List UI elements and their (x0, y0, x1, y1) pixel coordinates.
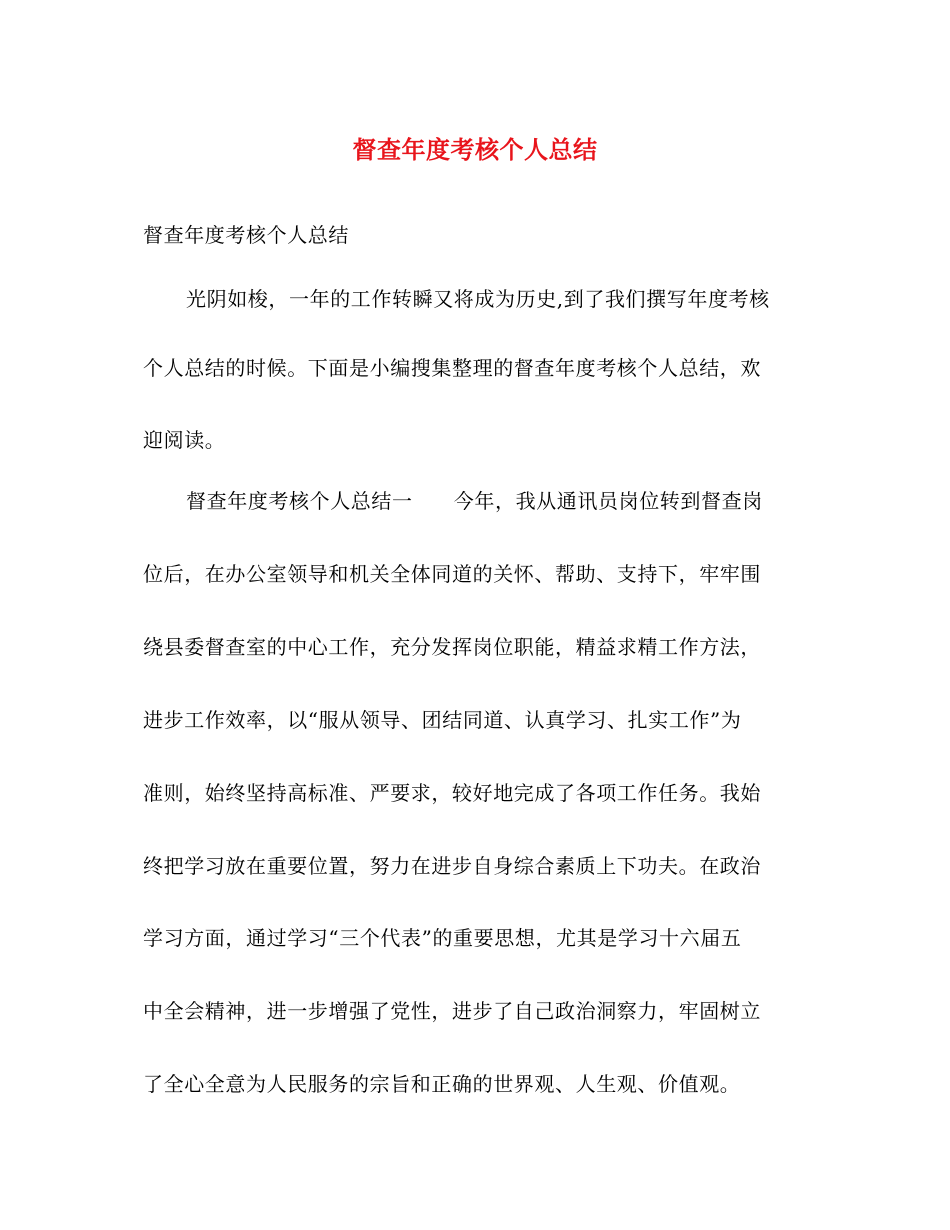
paragraph-line: 准则，始终坚持高标准、严要求，较好地完成了各项工作任务。我始 (143, 781, 761, 805)
paragraph-line: 进步工作效率，以“服从领导、团结同道、认真学习、扎实工作”为 (143, 708, 742, 732)
paragraph-line: 督查年度考核个人总结一 今年，我从通讯员岗位转到督查岗 (186, 489, 763, 513)
paragraph-line: 个人总结的时候。下面是小编搜集整理的督查年度考核个人总结，欢 (143, 356, 761, 380)
paragraph-line: 绕县委督查室的中心工作，充分发挥岗位职能，精益求精工作方法， (143, 635, 761, 659)
document-title: 督查年度考核个人总结 (352, 135, 598, 164)
document-subtitle: 督查年度考核个人总结 (143, 223, 349, 247)
paragraph-line: 光阴如梭，一年的工作转瞬又将成为历史,到了我们撰写年度考核 (186, 287, 770, 311)
paragraph-line: 中全会精神，进一步增强了党性，进步了自己政治洞察力，牢固树立 (143, 999, 761, 1023)
paragraph-line: 位后，在办公室领导和机关全体同道的关怀、帮助、支持下，牢牢围 (143, 562, 761, 586)
paragraph-line: 学习方面，通过学习“三个代表”的重要思想，尤其是学习十六届五 (143, 926, 742, 950)
paragraph-line: 终把学习放在重要位置，努力在进步自身综合素质上下功夫。在政治 (143, 854, 761, 878)
paragraph-line: 了全心全意为人民服务的宗旨和正确的世界观、人生观、价值观。 (143, 1072, 741, 1096)
paragraph-line: 迎阅读。 (143, 428, 226, 452)
